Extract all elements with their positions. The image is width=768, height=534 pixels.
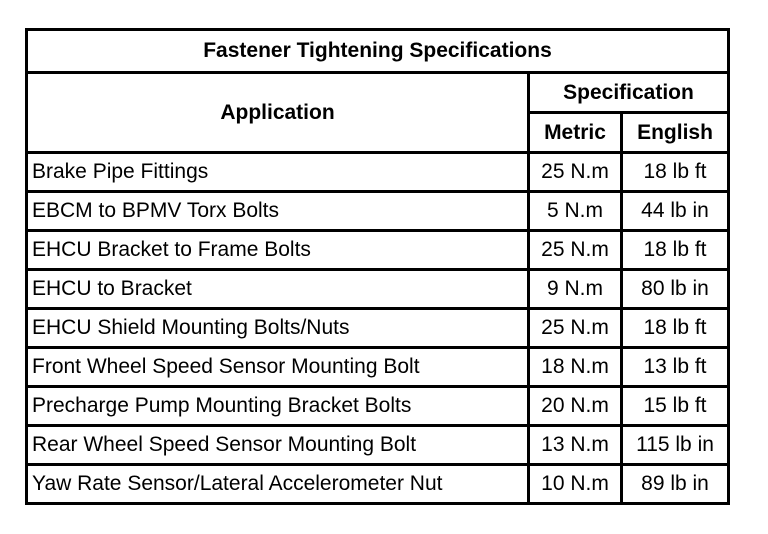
- metric-cell: 5 N.m: [529, 192, 622, 231]
- application-cell: Front Wheel Speed Sensor Mounting Bolt: [27, 348, 529, 387]
- metric-cell: 25 N.m: [529, 309, 622, 348]
- metric-header: Metric: [529, 113, 622, 153]
- metric-cell: 9 N.m: [529, 270, 622, 309]
- english-cell: 80 lb in: [622, 270, 729, 309]
- table-row: [27, 309, 729, 348]
- application-header: Application: [27, 73, 529, 153]
- application-cell: EBCM to BPMV Torx Bolts: [27, 192, 529, 231]
- table-row: [27, 270, 729, 309]
- metric-cell: 25 N.m: [529, 231, 622, 270]
- table-title: Fastener Tightening Specifications: [27, 30, 729, 73]
- table-row: [27, 192, 729, 231]
- table-row: [27, 231, 729, 270]
- english-header: English: [622, 113, 729, 153]
- english-cell: 89 lb in: [622, 465, 729, 504]
- table-row: [27, 465, 729, 504]
- table-row: [27, 348, 729, 387]
- application-cell: EHCU Shield Mounting Bolts/Nuts: [27, 309, 529, 348]
- metric-cell: 20 N.m: [529, 387, 622, 426]
- application-cell: Rear Wheel Speed Sensor Mounting Bolt: [27, 426, 529, 465]
- table-row: [27, 153, 729, 192]
- english-cell: 18 lb ft: [622, 309, 729, 348]
- metric-cell: 13 N.m: [529, 426, 622, 465]
- application-cell: Brake Pipe Fittings: [27, 153, 529, 192]
- english-cell: 18 lb ft: [622, 231, 729, 270]
- application-cell: EHCU Bracket to Frame Bolts: [27, 231, 529, 270]
- metric-cell: 25 N.m: [529, 153, 622, 192]
- english-cell: 15 lb ft: [622, 387, 729, 426]
- english-cell: 13 lb ft: [622, 348, 729, 387]
- english-cell: 115 lb in: [622, 426, 729, 465]
- metric-cell: 18 N.m: [529, 348, 622, 387]
- application-cell: Precharge Pump Mounting Bracket Bolts: [27, 387, 529, 426]
- table-row: [27, 387, 729, 426]
- table-row: [27, 426, 729, 465]
- english-cell: 18 lb ft: [622, 153, 729, 192]
- metric-cell: 10 N.m: [529, 465, 622, 504]
- english-cell: 44 lb in: [622, 192, 729, 231]
- specification-header: Specification: [529, 73, 729, 113]
- fastener-spec-table: [25, 28, 730, 505]
- application-cell: Yaw Rate Sensor/Lateral Accelerometer Nut: [27, 465, 529, 504]
- application-cell: EHCU to Bracket: [27, 270, 529, 309]
